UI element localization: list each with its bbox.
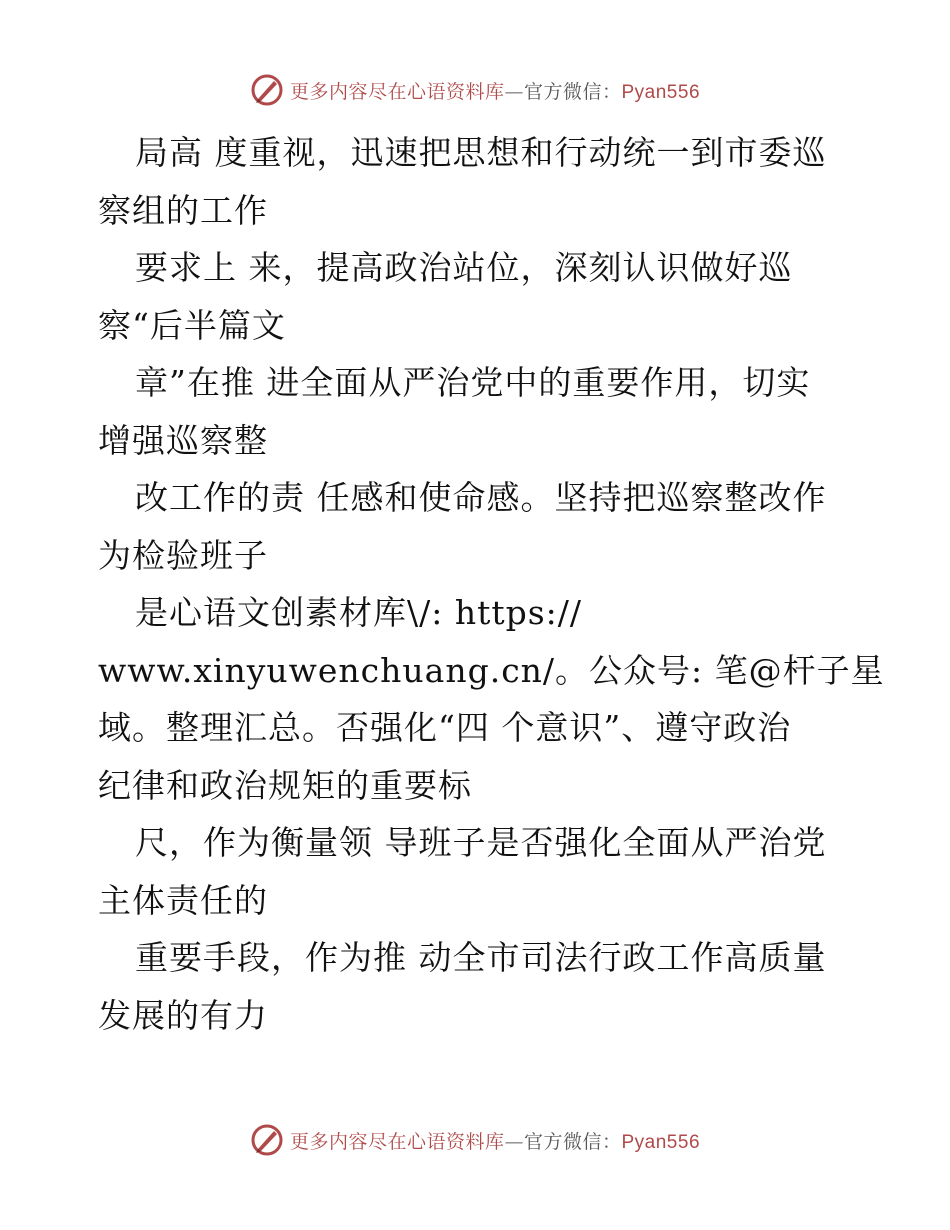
text-line: 尺，作为衡量领 导班子是否强化全面从严治党 xyxy=(135,823,827,862)
document-body xyxy=(98,124,885,1044)
text-line: 主体责任的 xyxy=(98,880,268,920)
text-line: 察组的工作 xyxy=(98,190,268,230)
watermark-wechat-account: Pyan556 xyxy=(621,1131,701,1153)
header-watermark-banner xyxy=(0,70,950,110)
watermark-dash: — xyxy=(504,80,524,103)
watermark-dash: — xyxy=(504,1130,524,1153)
watermark-text xyxy=(290,1127,700,1154)
text-line: 域。整理汇总。否强化“四 个意识”、遵守政治 xyxy=(98,708,792,747)
watermark-brand: 更多内容尽在心语资料库 xyxy=(289,1130,505,1153)
text-line: 察“后半篇文 xyxy=(98,305,286,345)
footer-watermark-banner xyxy=(0,1120,950,1160)
watermark-brand: 更多内容尽在心语资料库 xyxy=(289,80,505,103)
text-line: www.xinyuwenchuang.cn/。公众号: 笔@杆子星 xyxy=(98,650,885,690)
text-line: 局高 度重视，迅速把思想和行动统一到市委巡 xyxy=(135,133,827,172)
text-line: 增强巡察整 xyxy=(98,420,268,460)
watermark-text xyxy=(290,77,700,104)
text-line: 是心语文创素材库\/: https:// xyxy=(135,593,583,632)
watermark-wechat-label: 官方微信： xyxy=(523,1130,622,1153)
watermark-wechat-label: 官方微信： xyxy=(523,80,622,103)
text-line: 章”在推 进全面从严治党中的重要作用，切实 xyxy=(135,363,811,402)
text-line: 重要手段，作为推 动全市司法行政工作高质量 xyxy=(135,938,827,977)
text-line: 纪律和政治规矩的重要标 xyxy=(98,765,472,805)
text-line: 要求上 来，提高政治站位，深刻认识做好巡 xyxy=(135,248,793,287)
text-line: 发展的有力 xyxy=(98,995,268,1035)
text-line: 改工作的责 任感和使命感。坚持把巡察整改作 xyxy=(135,478,827,517)
watermark-wechat-account: Pyan556 xyxy=(621,81,701,103)
text-line: 为检验班子 xyxy=(98,535,268,575)
quill-pen-logo-icon xyxy=(250,73,284,107)
quill-pen-logo-icon xyxy=(250,1123,284,1157)
